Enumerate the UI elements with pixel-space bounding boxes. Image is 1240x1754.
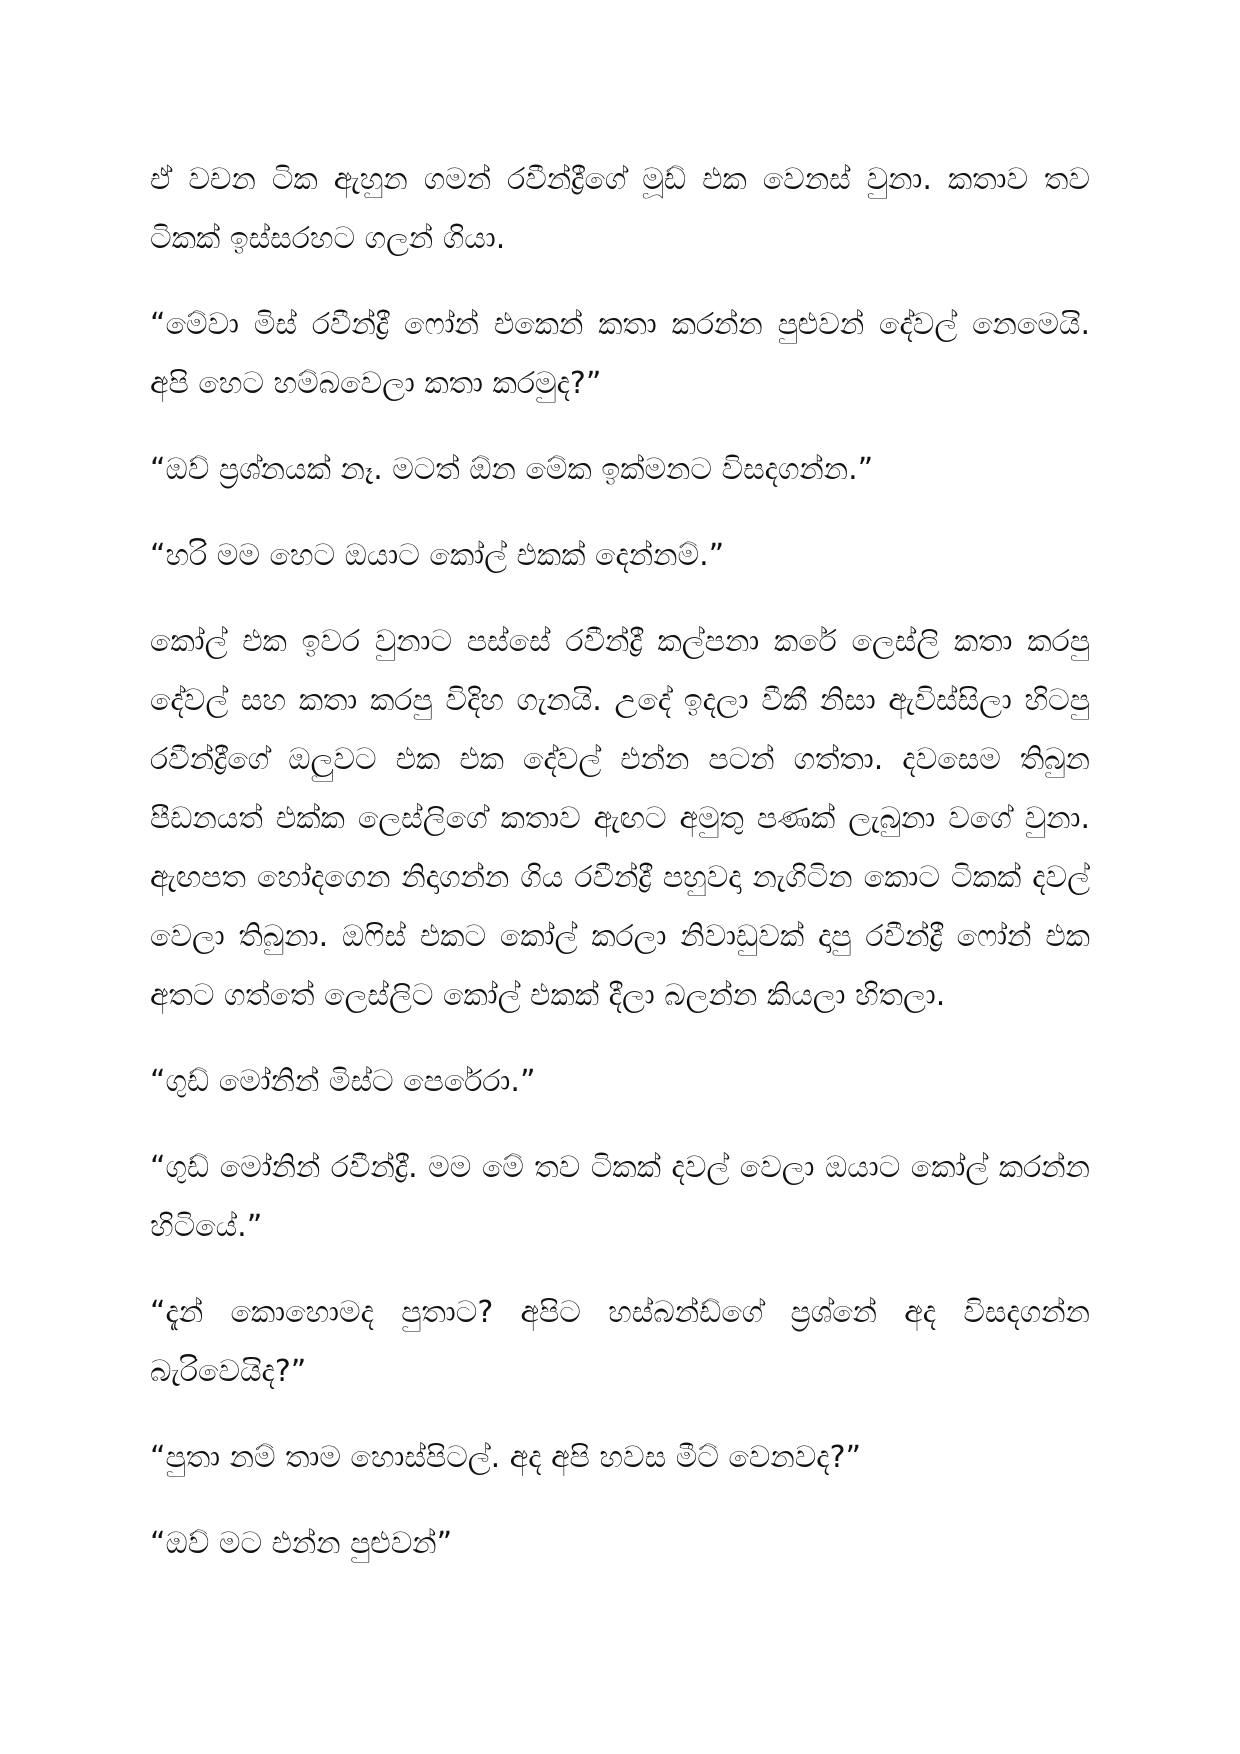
paragraph-5: කෝල් එක ඉවර වුනාට පස්සේ රවීන්ද්‍රී කල්පනා කරේ ලෙස්ලි කතා කරපු දේවල් සහ කතා කරපු විදිහ ගැනයි. උදේ ඉදලා වීකී නිසා ඇවිස්සිලා හිටපු රවීන්ද්‍රීගේ ඔලුවට එක එක දේවල් එන්න පටන් ගත්තා. දවසෙම තිබුන පීඩනයත් එක්ක ලෙස්ලිගේ කතාව ඇඟට අමුතු පණක් ලැබුනා වගේ වුනා. ඇඟපත හෝදගෙන නිදාගන්න ගිය රවීන්ද්‍රී පහුවදා නැගිටින කොට ටිකක් දවල් වෙලා තිබුනා. ඔෆිස් එකට කෝල් කරලා නිවාඩුවක් දාපු රවීන්ද්‍රී ෆෝන් එක අතට ගත්තේ ලෙස්ලිට කෝල් එකක් දීලා බලන්න කියලා හිතලා. [150, 624, 1090, 1013]
paragraph-3: “ඔව් ප්‍රශ්නයක් නෑ. මටත් ඕන මේක ඉක්මනට විසදගන්න.” [150, 452, 874, 487]
paragraph-6: “ගුඩ් මෝනින් මිස්ට පෙරේරා.” [150, 1064, 536, 1099]
document-page [150, 150, 1090, 1600]
paragraph-2: “මේවා මිස් රවීන්ද්‍රී ෆෝන් එකෙන් කතා කරන්න පුළුවන් දේවල් නෙමෙයි. අපි හෙට හම්බවෙලා කතා කරමුද?” [150, 307, 1090, 401]
paragraph-8: “දැන් කොහොමද පුතාට? අපිට හස්බන්ඩ්ගේ ප්‍රශ්නේ අද විසදගන්න බැරිවෙයිද?” [150, 1295, 1090, 1389]
paragraph-7: “ගුඩ් මෝනින් රවීන්ද්‍රී. මම මේ තව ටිකක් දවල් වෙලා ඔයාට කෝල් කරන්න හිටියේ.” [150, 1150, 1090, 1244]
paragraph-10: “ඔව් මට එන්න පුළුවන්” [150, 1526, 453, 1561]
paragraph-1: ඒ වචන ටික ඇහුන ගමන් රවීන්ද්‍රීගේ මූඩ් එක වෙනස් වුනා. කතාව තව ටිකක් ඉස්සරහට ගලන් ගියා. [150, 162, 1090, 256]
paragraph-4: “හරි මම හෙට ඔයාට කෝල් එකක් දෙන්නම්.” [150, 538, 725, 573]
paragraph-9: “පුතා නම් තාම හොස්පිටල්. අද අපි හවස මීට් වෙනවද?” [150, 1440, 862, 1475]
